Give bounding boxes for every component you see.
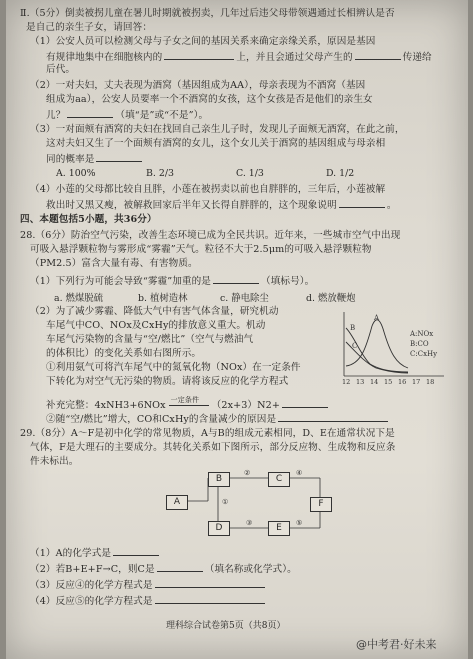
q2-s1e: 后代。 — [46, 64, 76, 75]
q28-s2g: 补充完整：4xNH3+6NOx 一定条件 （2x+3）N2+ — [46, 398, 330, 412]
q28-s2f: 下转化为对空气无污染的物质。请将该反应的化学方程式 — [46, 376, 289, 387]
legend-b: B:CO — [410, 340, 429, 348]
q2-option-a[interactable]: A. 100% — [56, 168, 96, 179]
edge-label: ① — [222, 498, 229, 506]
x-tick-labels — [342, 378, 434, 386]
page-footer: 理科综合试卷第5页（共8页） — [166, 621, 286, 631]
q2-s1b: 有规律地集中在细胞核内的 上，并且会通过父母产生的 传递给 — [46, 52, 432, 63]
node-f: F — [310, 497, 332, 512]
curve-c-label: C — [352, 342, 358, 350]
q29-s3: （3）反应④的化学方程式是 — [30, 578, 267, 592]
x-tick: 13 — [356, 378, 365, 386]
node-e: E — [268, 521, 290, 536]
reaction-condition: 一定条件 — [170, 396, 200, 404]
x-tick: 14 — [370, 378, 379, 386]
answer-blank[interactable] — [113, 546, 159, 556]
answer-blank[interactable] — [155, 594, 265, 604]
q28-s1: （1）下列行为可能会导致“雾霾”加重的是 （填标号）。 — [30, 276, 315, 287]
answer-blank[interactable] — [164, 50, 234, 60]
curve-b — [346, 328, 408, 372]
x-tick: 15 — [384, 378, 393, 386]
answer-blank[interactable] — [67, 108, 113, 118]
node-c: C — [268, 472, 290, 487]
section-heading: 四、本题包括5小题，共36分） — [20, 214, 157, 225]
edge-label: ③ — [246, 519, 253, 527]
q28-s2e: ①利用氨气可将汽车尾气中的氮氧化物（NOx）在一定条件 — [46, 362, 301, 373]
q2-option-b[interactable]: B. 2/3 — [146, 168, 174, 179]
x-tick: 18 — [426, 378, 435, 386]
q2-s4a: （4）小莲的父母都比较自且胖，小莲在被拐卖以前也自胖胖的，三年后，小莲被解 — [30, 184, 386, 195]
q2-s3a: （3）一对面颊有酒窝的夫妇在找回自己亲生儿子时，发现儿子面颊无酒窝，在此之前， — [30, 124, 405, 135]
edge-label: ⑤ — [296, 519, 303, 527]
q29-line2: 件未标出。 — [30, 456, 79, 467]
q28-line1: 可吸入悬浮颗粒物与雾形成“雾霾”天气。粒径不大于2.5μm的可吸入悬浮颗粒物 — [30, 244, 372, 255]
q29-s2: （2）若B+E+F→C，则C是 （填名称或化学式）。 — [30, 564, 297, 575]
curve-a-label: A — [374, 314, 380, 322]
x-tick: 12 — [342, 378, 351, 386]
answer-blank[interactable] — [278, 412, 388, 422]
watermark: @中考君·好未来 — [356, 638, 437, 651]
q28-heading: 28.（6分）防治空气污染，改善生态环境已成为全民共识。近年来，一些城市空气中出现 — [20, 230, 401, 241]
q2-s4b: 救出时又黑又瘦，被解救回家后半年又长得自胖胖的，这个现象说明 。 — [46, 200, 397, 211]
q2-option-d[interactable]: D. 1/2 — [326, 168, 355, 179]
node-d: D — [208, 521, 230, 536]
q2-option-c[interactable]: C. 1/3 — [236, 168, 264, 179]
edge-label: ② — [244, 469, 251, 477]
q2-s1a: （1）公安人员可以检测父母与子女之间的基因关系来确定亲缘关系，原因是基因 — [30, 36, 376, 47]
q2-s2a: （2）一对夫妇，丈夫表现为酒窝（基因组成为AA），母亲表现为不酒窝（基因 — [30, 80, 366, 91]
q29-s4: （4）反应⑤的化学方程式是 — [30, 594, 267, 608]
emission-graph — [336, 308, 448, 390]
q29-heading: 29.（8分）A～F是初中化学的常见物质，A与B的组成元素相同，D、E在通常状况下是 — [20, 428, 395, 439]
q2-s2b: 组成为aa），公安人员要率一个不酒窝的女孩，这个女孩是否是他们的亲生女 — [46, 94, 373, 105]
exam-paper — [6, 0, 468, 659]
answer-blank[interactable] — [157, 562, 203, 572]
answer-blank[interactable] — [213, 274, 259, 284]
q2-s2c: 儿？ （填“是”或“不是”）。 — [46, 110, 209, 121]
q28-s2b: 车尾气中CO、NOx及CxHy的排放意义重大。机动 — [46, 320, 266, 331]
q29-s1: （1）A的化学式是 — [30, 546, 161, 560]
q28-option-b[interactable]: b. 植树造林 — [138, 293, 188, 304]
q28-option-a[interactable]: a. 燃煤脱硫 — [54, 293, 104, 304]
node-a: A — [166, 495, 188, 510]
answer-blank[interactable] — [282, 398, 328, 408]
q28-s2c: 车尾气污染物的含量与“空/燃比”（空气与燃油气 — [46, 334, 254, 345]
answer-blank[interactable] — [355, 50, 401, 60]
q2-line: 是自己的亲生子女，请回答： — [26, 22, 153, 33]
q2-heading: Ⅱ.（5分）倒卖被拐儿童在暑儿时期就被拐卖，几年过后违父母带领遇通过长相辨认是否 — [20, 8, 395, 19]
answer-blank[interactable] — [155, 578, 265, 588]
q28-s2a: （2）为了减少雾霾、降低大气中有害气体含量，研究机动 — [30, 306, 279, 317]
q29-line1: 气体，F是大理石的主要成分。其转化关系如下图所示，部分反应物、生成物和反应条 — [30, 442, 396, 453]
q28-s2d: 的体积比）的变化关系如右图所示。 — [46, 348, 202, 359]
answer-blank[interactable] — [339, 198, 385, 208]
node-b: B — [208, 472, 230, 487]
curve-b-label: B — [350, 324, 356, 332]
edge-label: ④ — [296, 469, 303, 477]
answer-blank[interactable] — [96, 152, 142, 162]
legend-c: C:CxHy — [410, 350, 438, 358]
q2-s3c: 同的概率是 — [46, 152, 144, 166]
legend-a: A:NOx — [410, 330, 434, 338]
q28-line2: （PM2.5）富含大量有毒、有害物质。 — [30, 258, 198, 269]
x-tick: 17 — [412, 378, 421, 386]
x-tick: 16 — [398, 378, 407, 386]
q28-s2h: ②随“空/燃比”增大，CO和CxHy的含量减少的原因是 — [46, 412, 390, 426]
q28-option-d[interactable]: d. 燃放鞭炮 — [306, 293, 356, 304]
q28-option-c[interactable]: c. 静电除尘 — [220, 293, 269, 304]
q2-s3b: 这对夫妇又生了一个面颊有酒窝的女儿，这个女儿关于酒窝的基因组成与母亲相 — [46, 138, 386, 149]
